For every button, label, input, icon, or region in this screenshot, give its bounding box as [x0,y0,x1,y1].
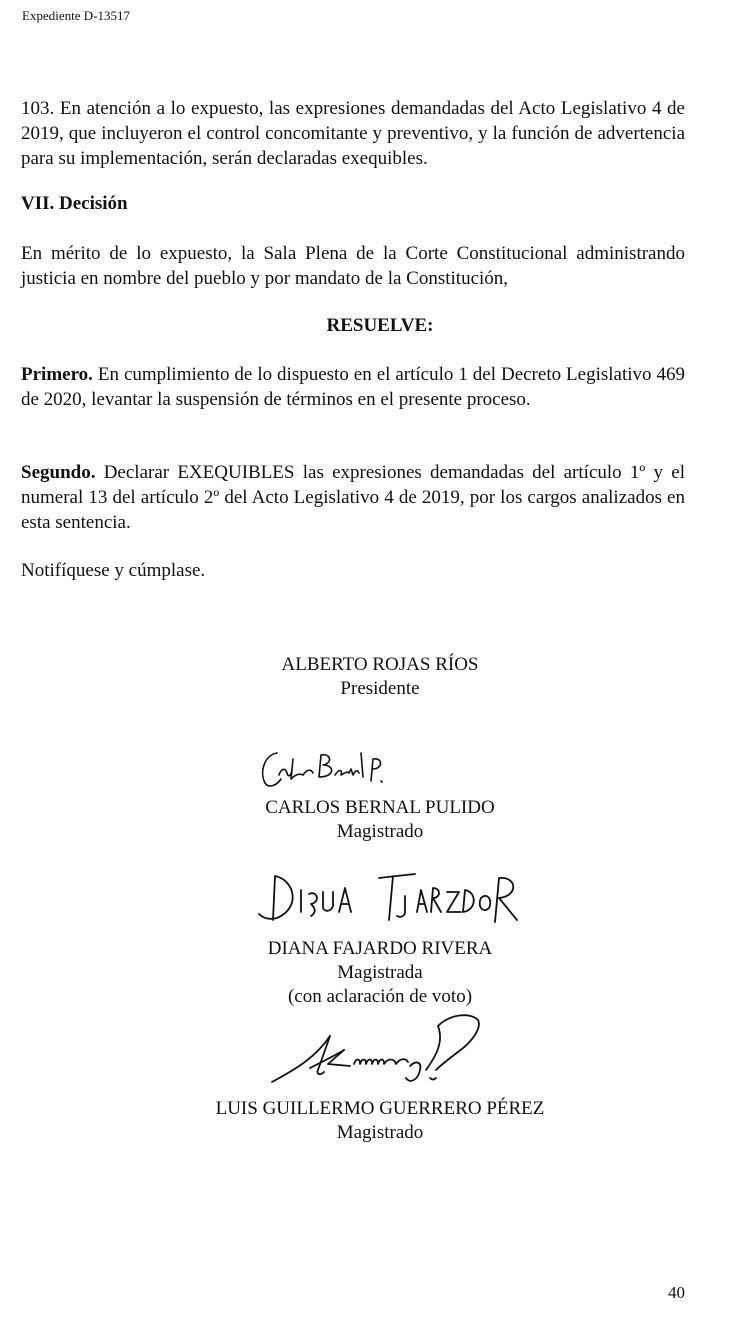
signatory-name: DIANA FAJARDO RIVERA [267,938,493,959]
signatory-role: Magistrada [337,962,423,983]
signatory-role: Magistrado [336,1122,424,1143]
second-resolution [21,460,685,535]
first-text: En cumplimiento de lo dispuesto en el artículo 1 del Decreto Legislativo 469 de 2020, levantar la suspensión de términos en el presente proceso. [21,364,685,410]
first-resolution [21,362,685,412]
case-number-header: Expediente D-13517 [22,8,130,23]
page-number: 40 [668,1283,685,1302]
signature-bernal-image [255,745,405,790]
signatory-name: CARLOS BERNAL PULIDO [265,797,495,818]
signatory-name: LUIS GUILLERMO GUERRERO PÉREZ [215,1098,545,1119]
signatory-note: (con aclaración de voto) [287,986,473,1007]
first-label: Primero. [21,364,93,385]
second-text: Declarar EXEQUIBLES las expresiones demandadas del artículo 1º y el numeral 13 del artículo 2º del Acto Legislativo 4 de 2019, por los cargos analizados en esta sentencia. [21,462,685,533]
signature-guerrero-image [270,1006,490,1086]
signatory-fajardo [180,937,580,1009]
signature-fajardo-image [255,868,525,928]
signatory-bernal [180,796,580,844]
section-heading: VII. Decisión [21,193,128,214]
decision-intro-paragraph: En mérito de lo expuesto, la Sala Plena de la Corte Constitucional administrando justicia en nombre del pueblo y por mandato de la Constitución, [21,243,685,289]
resolve-heading: RESUELVE: [326,315,434,336]
signatory-rojas [180,653,580,701]
closing-formula: Notifíquese y cúmplase. [21,560,206,581]
second-label: Segundo. [21,462,96,483]
paragraph-103: 103. En atención a lo expuesto, las expresiones demandadas del Acto Legislativo 4 de 2019, que incluyeron el control concomitante y preventivo, y la función de advertencia para su implementación, serán declaradas exequibles. [21,98,685,169]
signatory-guerrero [180,1097,580,1145]
signatory-role: Magistrado [336,821,424,842]
signatory-role: Presidente [340,678,420,699]
signatory-name: ALBERTO ROJAS RÍOS [281,654,479,675]
